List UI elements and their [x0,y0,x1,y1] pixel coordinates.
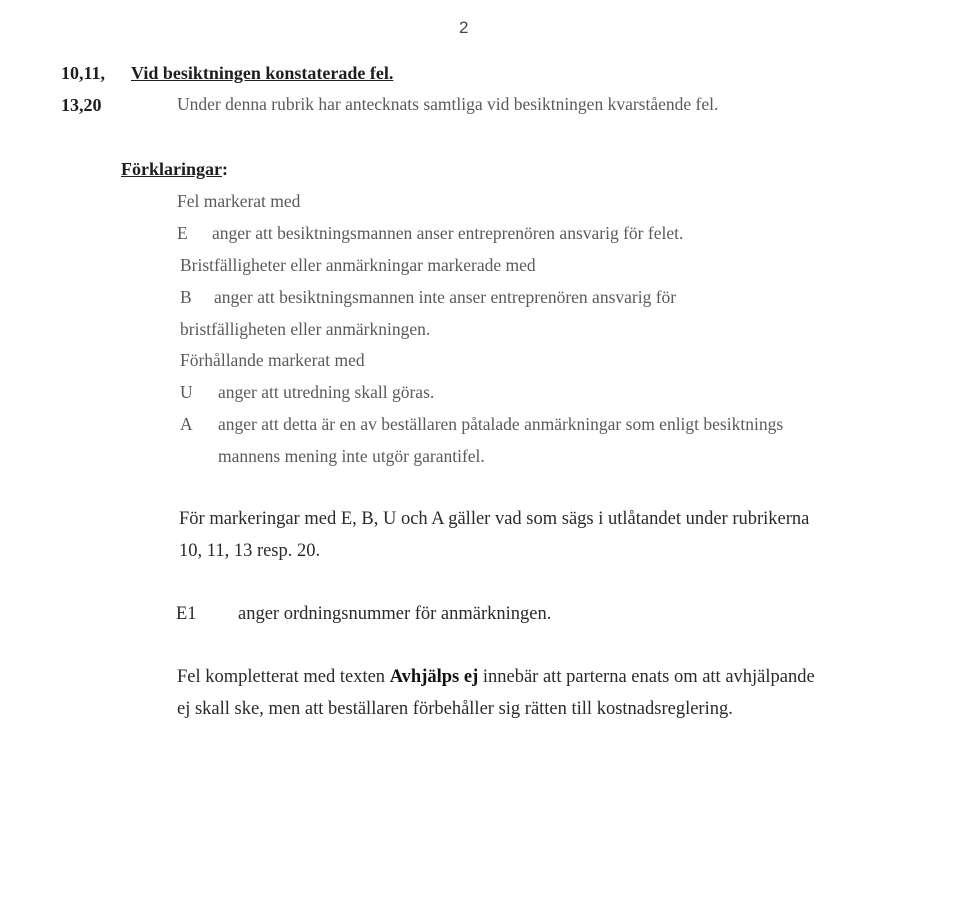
avhjalps-note-after: innebär att parterna enats om att avhjälpande [478,667,815,687]
avhjalps-note-line1 [177,667,815,688]
e1-code: E1 [176,604,197,624]
a-description-line2: mannens mening inte utgör garantifel. [218,446,485,466]
u-code: U [180,382,193,402]
avhjalps-ej-term: Avhjälps ej [389,667,479,687]
e-code: E [177,223,188,243]
a-code: A [180,414,193,434]
page-number: 2 [459,18,469,37]
fel-intro: Fel markerat med [177,191,301,211]
forhallande-intro: Förhållande markerat med [180,350,365,370]
e-description: anger att besiktningsmannen anser entreprenören ansvarig för felet. [212,223,684,243]
markings-note-line2: 10, 11, 13 resp. 20. [179,541,321,561]
b-description-line2: bristfälligheten eller anmärkningen. [180,319,431,339]
a-description-line1: anger att detta är en av beställaren påtalade anmärkningar som enligt besiktnings [218,414,784,434]
section-number-line2: 13,20 [61,95,102,115]
b-description-line1: anger att besiktningsmannen inte anser entreprenören ansvarig för [214,287,677,307]
section-intro: Under denna rubrik har antecknats samtliga vid besiktningen kvarstående fel. [177,94,719,114]
avhjalps-note-line2: ej skall ske, men att beställaren förbehåller sig rätten till kostnadsreglering. [177,699,733,719]
brist-intro: Bristfälligheter eller anmärkningar markerade med [180,255,536,275]
b-code: B [180,287,192,307]
explanations-heading [121,159,228,180]
markings-note-line1: För markeringar med E, B, U och A gäller vad som sägs i utlåtandet under rubrikerna [179,509,810,529]
explanations-heading-colon: : [222,159,228,179]
section-number-line1: 10,11, [61,63,106,83]
e1-description: anger ordningsnummer för anmärkningen. [238,604,552,624]
section-title: Vid besiktningen konstaterade fel. [131,63,394,83]
u-description: anger att utredning skall göras. [218,382,435,402]
avhjalps-note-before: Fel kompletterat med texten [177,667,390,687]
explanations-heading-text: Förklaringar [121,159,222,179]
